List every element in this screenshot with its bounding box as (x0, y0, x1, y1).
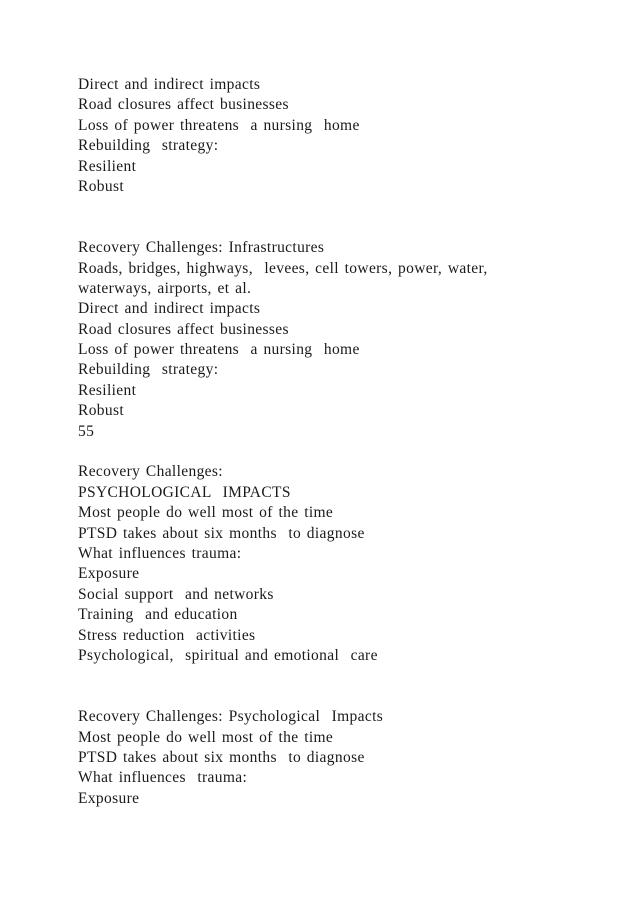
text-line: Rebuilding strategy: (78, 361, 219, 379)
text-line: Robust (78, 402, 125, 420)
blank-line (78, 218, 618, 238)
text-line: Exposure (78, 789, 140, 807)
text-line: Psychological, spiritual and emotional care (78, 646, 378, 664)
text-line: Rebuilding strategy: (78, 137, 219, 155)
blank-line (78, 442, 618, 462)
text-line: Resilient (78, 157, 137, 175)
text-line: Roads, bridges, highways, levees, cell towers, power, water, (78, 259, 488, 277)
section-heading: Recovery Challenges: Psychological Impacts (78, 708, 384, 726)
blank-line (78, 687, 618, 707)
text-line: What influences trauma: (78, 769, 248, 787)
section-heading: Recovery Challenges: Infrastructures (78, 239, 325, 257)
text-line: Direct and indirect impacts (78, 76, 261, 93)
text-line: Most people do well most of the time (78, 504, 334, 522)
text-line: waterways, airports, et al. (78, 279, 252, 297)
section-heading: PSYCHOLOGICAL IMPACTS (78, 483, 291, 501)
text-line: Road closures affect businesses (78, 96, 289, 114)
text-line: Loss of power threatens a nursing home (78, 116, 360, 134)
slide-number: 55 (78, 422, 95, 440)
text-line: Most people do well most of the time (78, 728, 334, 746)
text-line: Exposure (78, 565, 140, 583)
text-line: Stress reduction activities (78, 626, 256, 644)
text-line: What influences trauma: (78, 544, 242, 562)
text-line: Direct and indirect impacts (78, 300, 261, 318)
blank-line (78, 666, 618, 686)
text-line: Road closures affect businesses (78, 320, 289, 338)
section-heading: Recovery Challenges: (78, 463, 223, 481)
text-line: Resilient (78, 381, 137, 399)
text-line: Robust (78, 177, 125, 195)
text-line: PTSD takes about six months to diagnose (78, 748, 365, 766)
text-line: Training and education (78, 606, 238, 624)
text-line: PTSD takes about six months to diagnose (78, 524, 365, 542)
blank-line (78, 197, 618, 217)
text-line: Social support and networks (78, 585, 274, 603)
document-body (78, 75, 618, 809)
text-line: Loss of power threatens a nursing home (78, 341, 360, 359)
